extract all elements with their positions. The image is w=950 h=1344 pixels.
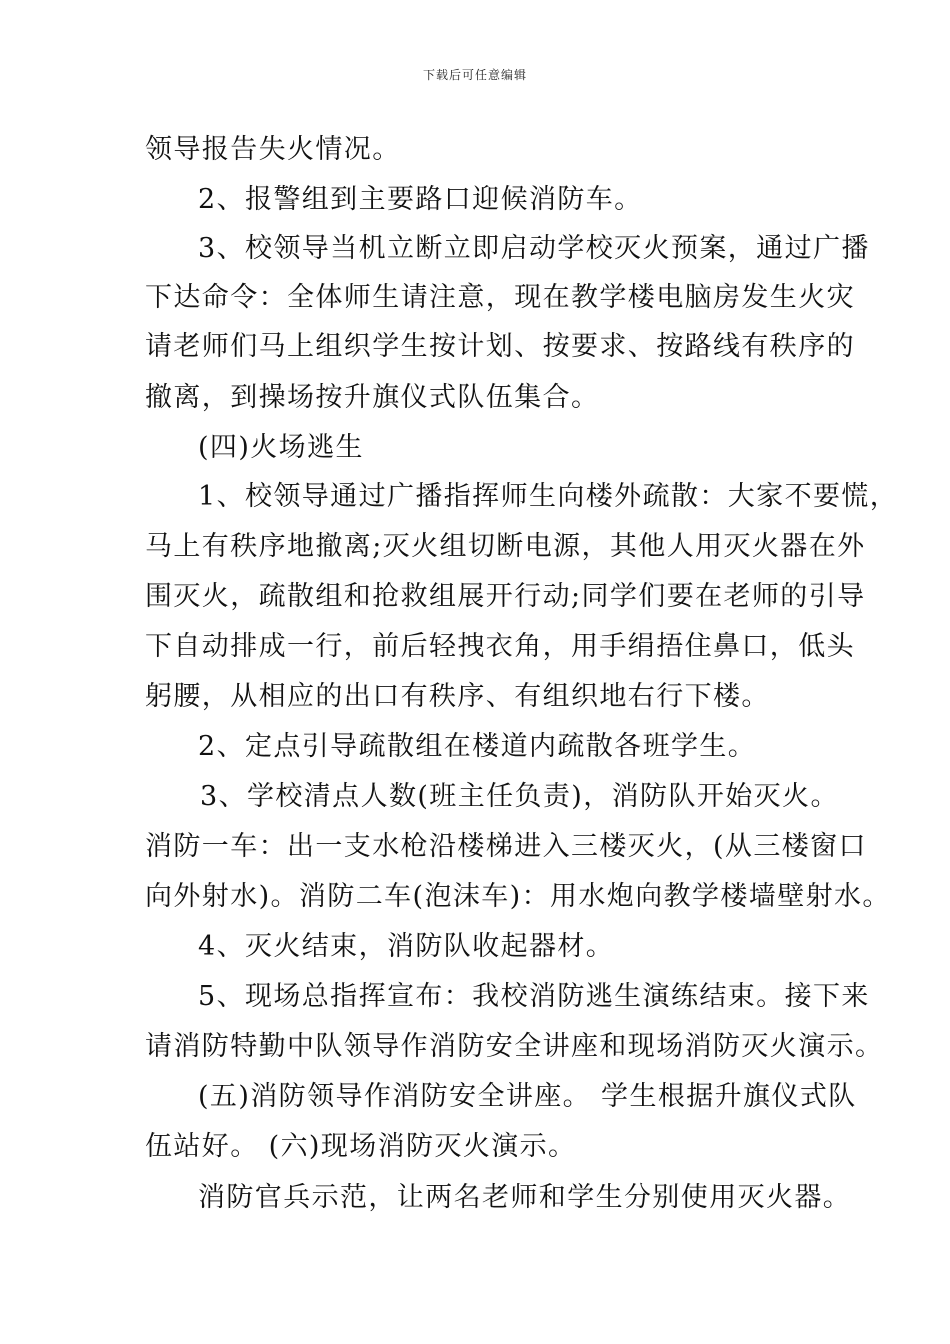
text-line: 向外射水)。消防二车(泡沫车)：用水炮向教学楼墙壁射水。 [145, 881, 891, 912]
text-line: 1、校领导通过广播指挥师生向楼外疏散：大家不要慌， [198, 481, 899, 512]
text-line: 围灭火，疏散组和抢救组展开行动;同学们要在老师的引导 [145, 581, 866, 612]
text-line: 5、现场总指挥宣布：我校消防逃生演练结束。接下来 [198, 981, 870, 1012]
text-line: 3、学校清点人数(班主任负责)，消防队开始灭火。 [200, 781, 839, 812]
text-line: 躬腰，从相应的出口有秩序、有组织地右行下楼。 [145, 681, 770, 712]
text-line: 请老师们马上组织学生按计划、按要求、按路线有秩序的 [145, 331, 855, 362]
text-line: 3、校领导当机立断立即启动学校灭火预案，通过广播 [198, 233, 870, 264]
text-line: 撤离，到操场按升旗仪式队伍集合。 [145, 382, 600, 413]
text-line: 4、灭火结束，消防队收起器材。 [198, 931, 615, 962]
section-heading: 伍站好。 (六)现场消防灭火演示。 [145, 1131, 577, 1162]
text-line: 马上有秩序地撤离;灭火组切断电源，其他人用灭火器在外 [145, 531, 866, 562]
text-line: 下自动排成一行，前后轻拽衣角，用手绢捂住鼻口，低头 [145, 631, 855, 662]
text-line: 2、报警组到主要路口迎候消防车。 [198, 184, 643, 215]
text-line: 下达命令：全体师生请注意，现在教学楼电脑房发生火灾 [145, 282, 855, 313]
text-line: 2、定点引导疏散组在楼道内疏散各班学生。 [198, 731, 757, 762]
section-heading: (四)火场逃生 [198, 432, 364, 463]
text-line: 领导报告失火情况。 [145, 134, 401, 165]
text-line: 消防官兵示范，让两名老师和学生分别使用灭火器。 [198, 1182, 852, 1213]
section-heading: (五)消防领导作消防安全讲座。 学生根据升旗仪式队 [198, 1081, 857, 1112]
text-line: 消防一车：出一支水枪沿楼梯进入三楼灭火，(从三楼窗口 [145, 831, 867, 862]
page-header-note: 下载后可任意编辑 [422, 68, 527, 82]
text-line: 请消防特勤中队领导作消防安全讲座和现场消防灭火演示。 [145, 1031, 884, 1062]
